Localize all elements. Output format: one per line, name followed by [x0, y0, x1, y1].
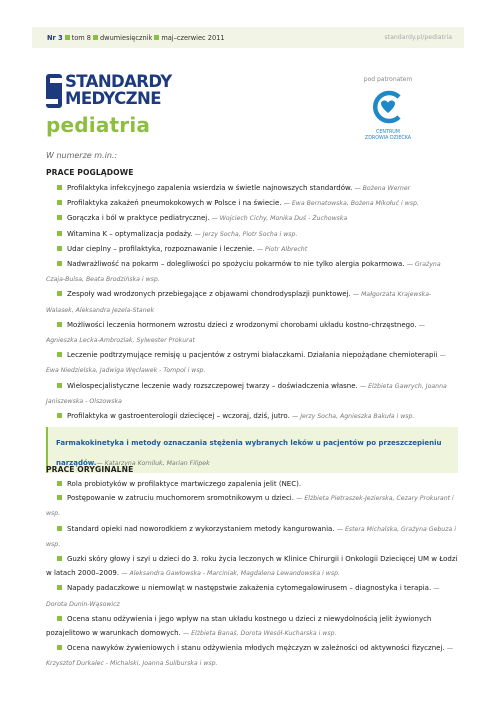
article-item[interactable] — [46, 287, 458, 317]
bullet-square-icon — [57, 185, 62, 190]
article-item[interactable] — [46, 211, 458, 226]
article-item[interactable] — [46, 242, 458, 257]
article-item[interactable] — [46, 477, 458, 491]
article-authors: — Agnieszka Lecka-Ambroziak, Sylwester Prokurat — [46, 321, 425, 345]
volume: tom 8 — [71, 33, 91, 42]
article-authors: — Grażyna Czaja-Bulsa, Beata Brodzińska i wsp. — [46, 261, 441, 284]
bullet-square-icon — [57, 526, 62, 531]
bullet-square-icon — [57, 215, 62, 220]
article-item[interactable] — [46, 522, 458, 552]
article-title: Nadwrażliwość na pokarm – dolegliwości po spożyciu pokarmów to nie tylko alergia pokarmowa. — [67, 260, 405, 269]
article-item[interactable] — [46, 181, 458, 196]
article-title: Postępowanie w zatruciu muchomorem sromotnikowym u dzieci. — [67, 494, 294, 503]
article-title: Zespoły wad wrodzonych przebiegające z objawami chondrodysplazji punktowej. — [67, 290, 351, 299]
bullet-square-icon — [57, 495, 62, 500]
article-item[interactable] — [46, 612, 458, 641]
journal-title: pediatria — [46, 113, 151, 137]
article-title: Gorączka i ból w praktyce pediatrycznej. — [67, 214, 210, 223]
bullet-square-icon — [57, 383, 62, 388]
section-title-review: PRACE POGLĄDOWE — [46, 168, 134, 177]
logo-line1: STANDARDY — [65, 72, 172, 91]
article-authors: — Elżbieta Gawrych, Joanna Janiszewska - Olszowska — [46, 382, 447, 405]
article-item[interactable] — [46, 227, 458, 242]
patronage-block — [360, 76, 416, 142]
article-title: Witamina K – optymalizacja podaży. — [67, 229, 193, 238]
site-link[interactable]: standardy.pl/pediatria — [384, 34, 452, 41]
period: maj–czerwiec 2011 — [161, 33, 225, 42]
bullet-square-icon — [57, 246, 62, 251]
article-title: Profilaktyka zakażeń pneumokokowych w Polsce i na świecie. — [67, 199, 282, 208]
bullet-square-icon — [57, 231, 62, 236]
bullet-square-icon — [57, 616, 62, 621]
article-item[interactable] — [46, 348, 458, 378]
article-title: Guzki skóry głowy i szyi u dzieci do 3. roku życia leczonych w Klinice Chirurgii i Onkologii Dziecięcej UM w Łodzi w latach 2000–2009. — [46, 555, 458, 578]
article-authors: — Piotr Albrecht — [256, 245, 308, 253]
bullet-square-icon — [57, 291, 62, 296]
review-articles-list — [46, 181, 458, 476]
article-title: Standard opieki nad noworodkiem z wykorzystaniem metody kangurowania. — [67, 524, 335, 533]
bullet-square-icon — [57, 585, 62, 590]
original-articles-list — [46, 477, 458, 672]
article-item[interactable] — [46, 641, 458, 671]
article-authors: — Elżbieta Pietraszek-Jezierska, Cezary Prokurant i wsp. — [46, 495, 454, 518]
article-item[interactable] — [46, 491, 458, 521]
article-item[interactable] — [46, 257, 458, 287]
article-item[interactable] — [46, 196, 458, 211]
bullet-square-icon — [57, 645, 62, 650]
logo-s-icon — [46, 74, 62, 108]
article-authors: — Aleksandra Gawłowska - Marciniak, Magdalena Lewandowska i wsp. — [121, 570, 340, 578]
header-bar — [32, 27, 464, 48]
article-title: Możliwości leczenia hormonem wzrostu dzieci z wrodzonymi chorobami układu kostno-chrzęstnego. — [67, 320, 417, 329]
article-item[interactable] — [46, 409, 458, 424]
patronage-label: pod patronatem — [363, 76, 413, 83]
logo-line2: MEDYCZNE — [65, 89, 161, 108]
section-title-original: PRACE ORYGINALNE — [46, 465, 134, 474]
article-authors: — Elżbieta Banaś, Dorota Wesół-Kucharska i wsp. — [182, 630, 337, 638]
centrum-zdrowia-dziecka-logo-icon — [371, 90, 405, 124]
article-title: Wielospecjalistyczne leczenie wady rozszczepowej twarzy – doświadczenia własne. — [67, 381, 358, 390]
article-title: Leczenie podtrzymujące remisję u pacjentów z ostrymi białaczkami. Działania niepożądane chemioterapii — [67, 351, 438, 360]
article-authors: — Krzysztof Durkalec - Michalski, Joanna Suliburska i wsp. — [46, 645, 454, 668]
article-title: Profilaktyka w gastroenterologii dziecięcej – wczoraj, dziś, jutro. — [67, 412, 290, 421]
article-authors: — Ewa Bernatowska, Bożena Mikołuć i wsp. — [283, 200, 419, 208]
green-square-icon — [93, 35, 98, 40]
bullet-square-icon — [57, 556, 62, 561]
bullet-square-icon — [57, 352, 62, 357]
article-authors: — Ewa Niedzielska, Jadwiga Węcławek - Tompol i wsp. — [46, 352, 446, 375]
article-authors: — Wojciech Cichy, Monika Duś - Żuchowska — [211, 215, 348, 223]
article-authors: — Bożena Werner — [354, 185, 411, 192]
frequency: dwumiesięcznik — [100, 33, 153, 42]
intro-text: W numerze m.in.: — [46, 151, 118, 160]
article-title: Ocena stanu odżywienia i jego wpływ na stan układu kostnego u dzieci z niewydolnością jelit żywionych pozajelitowo w warunkach domowych. — [46, 614, 432, 638]
article-item[interactable] — [46, 552, 458, 581]
bullet-square-icon — [57, 261, 62, 266]
green-square-icon — [65, 35, 70, 40]
bullet-square-icon — [57, 200, 62, 205]
featured-article-authors: — Katarzyna Korniluk, Marian Filipek — [96, 460, 210, 468]
article-title: Rola probiotyków w profilaktyce martwiczego zapalenia jelit (NEC). — [67, 480, 302, 488]
article-title: Udar cieplny – profilaktyka, rozpoznawanie i leczenie. — [67, 244, 255, 253]
article-authors: — Jerzy Socha, Piotr Socha i wsp. — [194, 230, 298, 238]
featured-article-title: Farmakokinetyka i metody oznaczania stężenia wybranych leków u pacjentów po przeszczepieniu narządów. — [56, 439, 442, 468]
bullet-square-icon — [57, 322, 62, 327]
article-authors: — Dorota Dunin-Wąsowicz — [46, 585, 440, 608]
article-authors: — Jerzy Socha, Agnieszka Bakuła i wsp. — [292, 413, 415, 421]
article-authors: — Estera Michalska, Grażyna Gebuza i wsp. — [46, 525, 456, 548]
issue-number: Nr 3 — [47, 33, 63, 42]
bullet-square-icon — [57, 413, 62, 418]
article-title: Profilaktyka infekcyjnego zapalenia wsierdzia w świetle najnowszych standardów. — [67, 184, 353, 192]
article-title: Napady padaczkowe u niemowląt w następstwie zakażenia cytomegalowirusem – diagnostyka i terapia. — [67, 584, 432, 593]
issue-info — [32, 34, 225, 42]
article-item[interactable] — [46, 581, 458, 611]
bullet-square-icon — [57, 481, 62, 486]
article-title: Ocena nawyków żywieniowych i stanu odżywienia młodych mężczyzn w zależności od aktywności fizycznej. — [67, 644, 445, 653]
article-authors: — Małgorzata Krajewska-Walasek, Aleksandra Jezela-Stanek — [46, 291, 432, 314]
green-square-icon — [154, 35, 159, 40]
patron-name: CENTRUM ZDROWIA DZIECKA — [364, 130, 412, 141]
article-item[interactable] — [46, 318, 458, 348]
article-item[interactable] — [46, 379, 458, 409]
